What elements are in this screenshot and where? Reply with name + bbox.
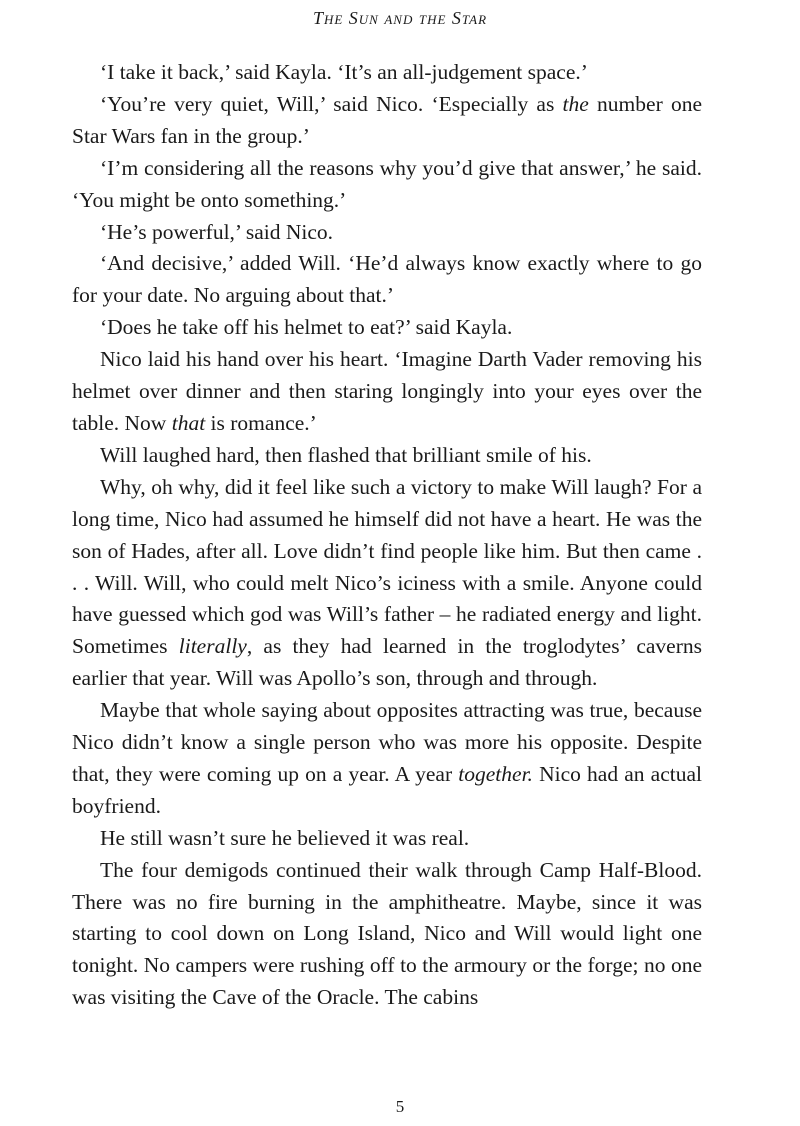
paragraph — [72, 344, 702, 440]
body-text — [72, 57, 702, 1014]
text-run: number one Star Wars fan in the group.’ — [72, 91, 702, 148]
paragraph — [72, 472, 702, 695]
paragraph — [72, 153, 702, 217]
paragraph — [72, 89, 702, 153]
text-run: ‘And decisive,’ added Will. ‘He’d always know exactly where to go for your date. No arguing about that.’ — [72, 251, 702, 308]
text-run: The four demigods continued their walk through Camp Half-Blood. There was no fire burning in the amphitheatre. Maybe, since it was starting to cool down on Long Island, Nico and Will would light one tonight. No campers were rushing off to the armoury or the forge; no one was visiting the Cave of the Oracle. The cabins — [72, 857, 702, 1010]
paragraph — [72, 855, 702, 1015]
italic-text: literally — [178, 634, 247, 659]
paragraph — [72, 217, 702, 249]
text-run: ‘Does he take off his helmet to eat?’ said Kayla. — [100, 315, 513, 340]
text-run: Maybe that whole saying about opposites attracting was true, because Nico didn’t know a single person who was more his opposite. Despite that, they were coming up on a year. A year — [72, 698, 702, 786]
text-run: ‘I’m considering all the reasons why you’d give that answer,’ he said. ‘You might be onto something.’ — [72, 155, 702, 212]
italic-text: that — [171, 410, 206, 435]
paragraph — [72, 823, 702, 855]
paragraph — [72, 695, 702, 823]
text-run: ‘He’s powerful,’ said Nico. — [100, 219, 334, 244]
italic-text: the — [562, 91, 589, 116]
text-run: ‘I take it back,’ said Kayla. ‘It’s an all-judgement space.’ — [100, 60, 588, 84]
paragraph — [72, 312, 702, 344]
text-run: , as they had learned in the troglodytes’ caverns earlier that year. Will was Apollo’s son, through and through. — [72, 634, 702, 691]
text-run: ‘You’re very quiet, Will,’ said Nico. ‘Especially as — [100, 91, 563, 116]
paragraph — [72, 440, 702, 472]
text-run: Nico laid his hand over his heart. ‘Imagine Darth Vader removing his helmet over dinner and then staring longingly into your eyes over the table. Now — [72, 347, 702, 435]
text-run: Will laughed hard, then flashed that brilliant smile of his. — [100, 442, 592, 467]
text-run: Why, oh why, did it feel like such a victory to make Will laugh? For a long time, Nico had assumed he himself did not have a heart. He was the son of Hades, after all. Love didn’t find people like him. But then came . . . Will. Will, who could melt Nico’s iciness with a smile. Anyone could have guessed which god was Will’s father – he radiated energy and light. Sometimes — [72, 474, 702, 659]
paragraph — [72, 57, 702, 89]
page-number: 5 — [395, 1097, 405, 1116]
text-run: He still wasn’t sure he believed it was real. — [100, 825, 470, 850]
text-run: Nico had an actual boyfriend. — [72, 761, 702, 818]
text-run: is romance.’ — [205, 410, 317, 435]
running-head: The Sun and the Star — [312, 8, 488, 28]
paragraph — [72, 248, 702, 312]
italic-text: together. — [458, 761, 533, 786]
